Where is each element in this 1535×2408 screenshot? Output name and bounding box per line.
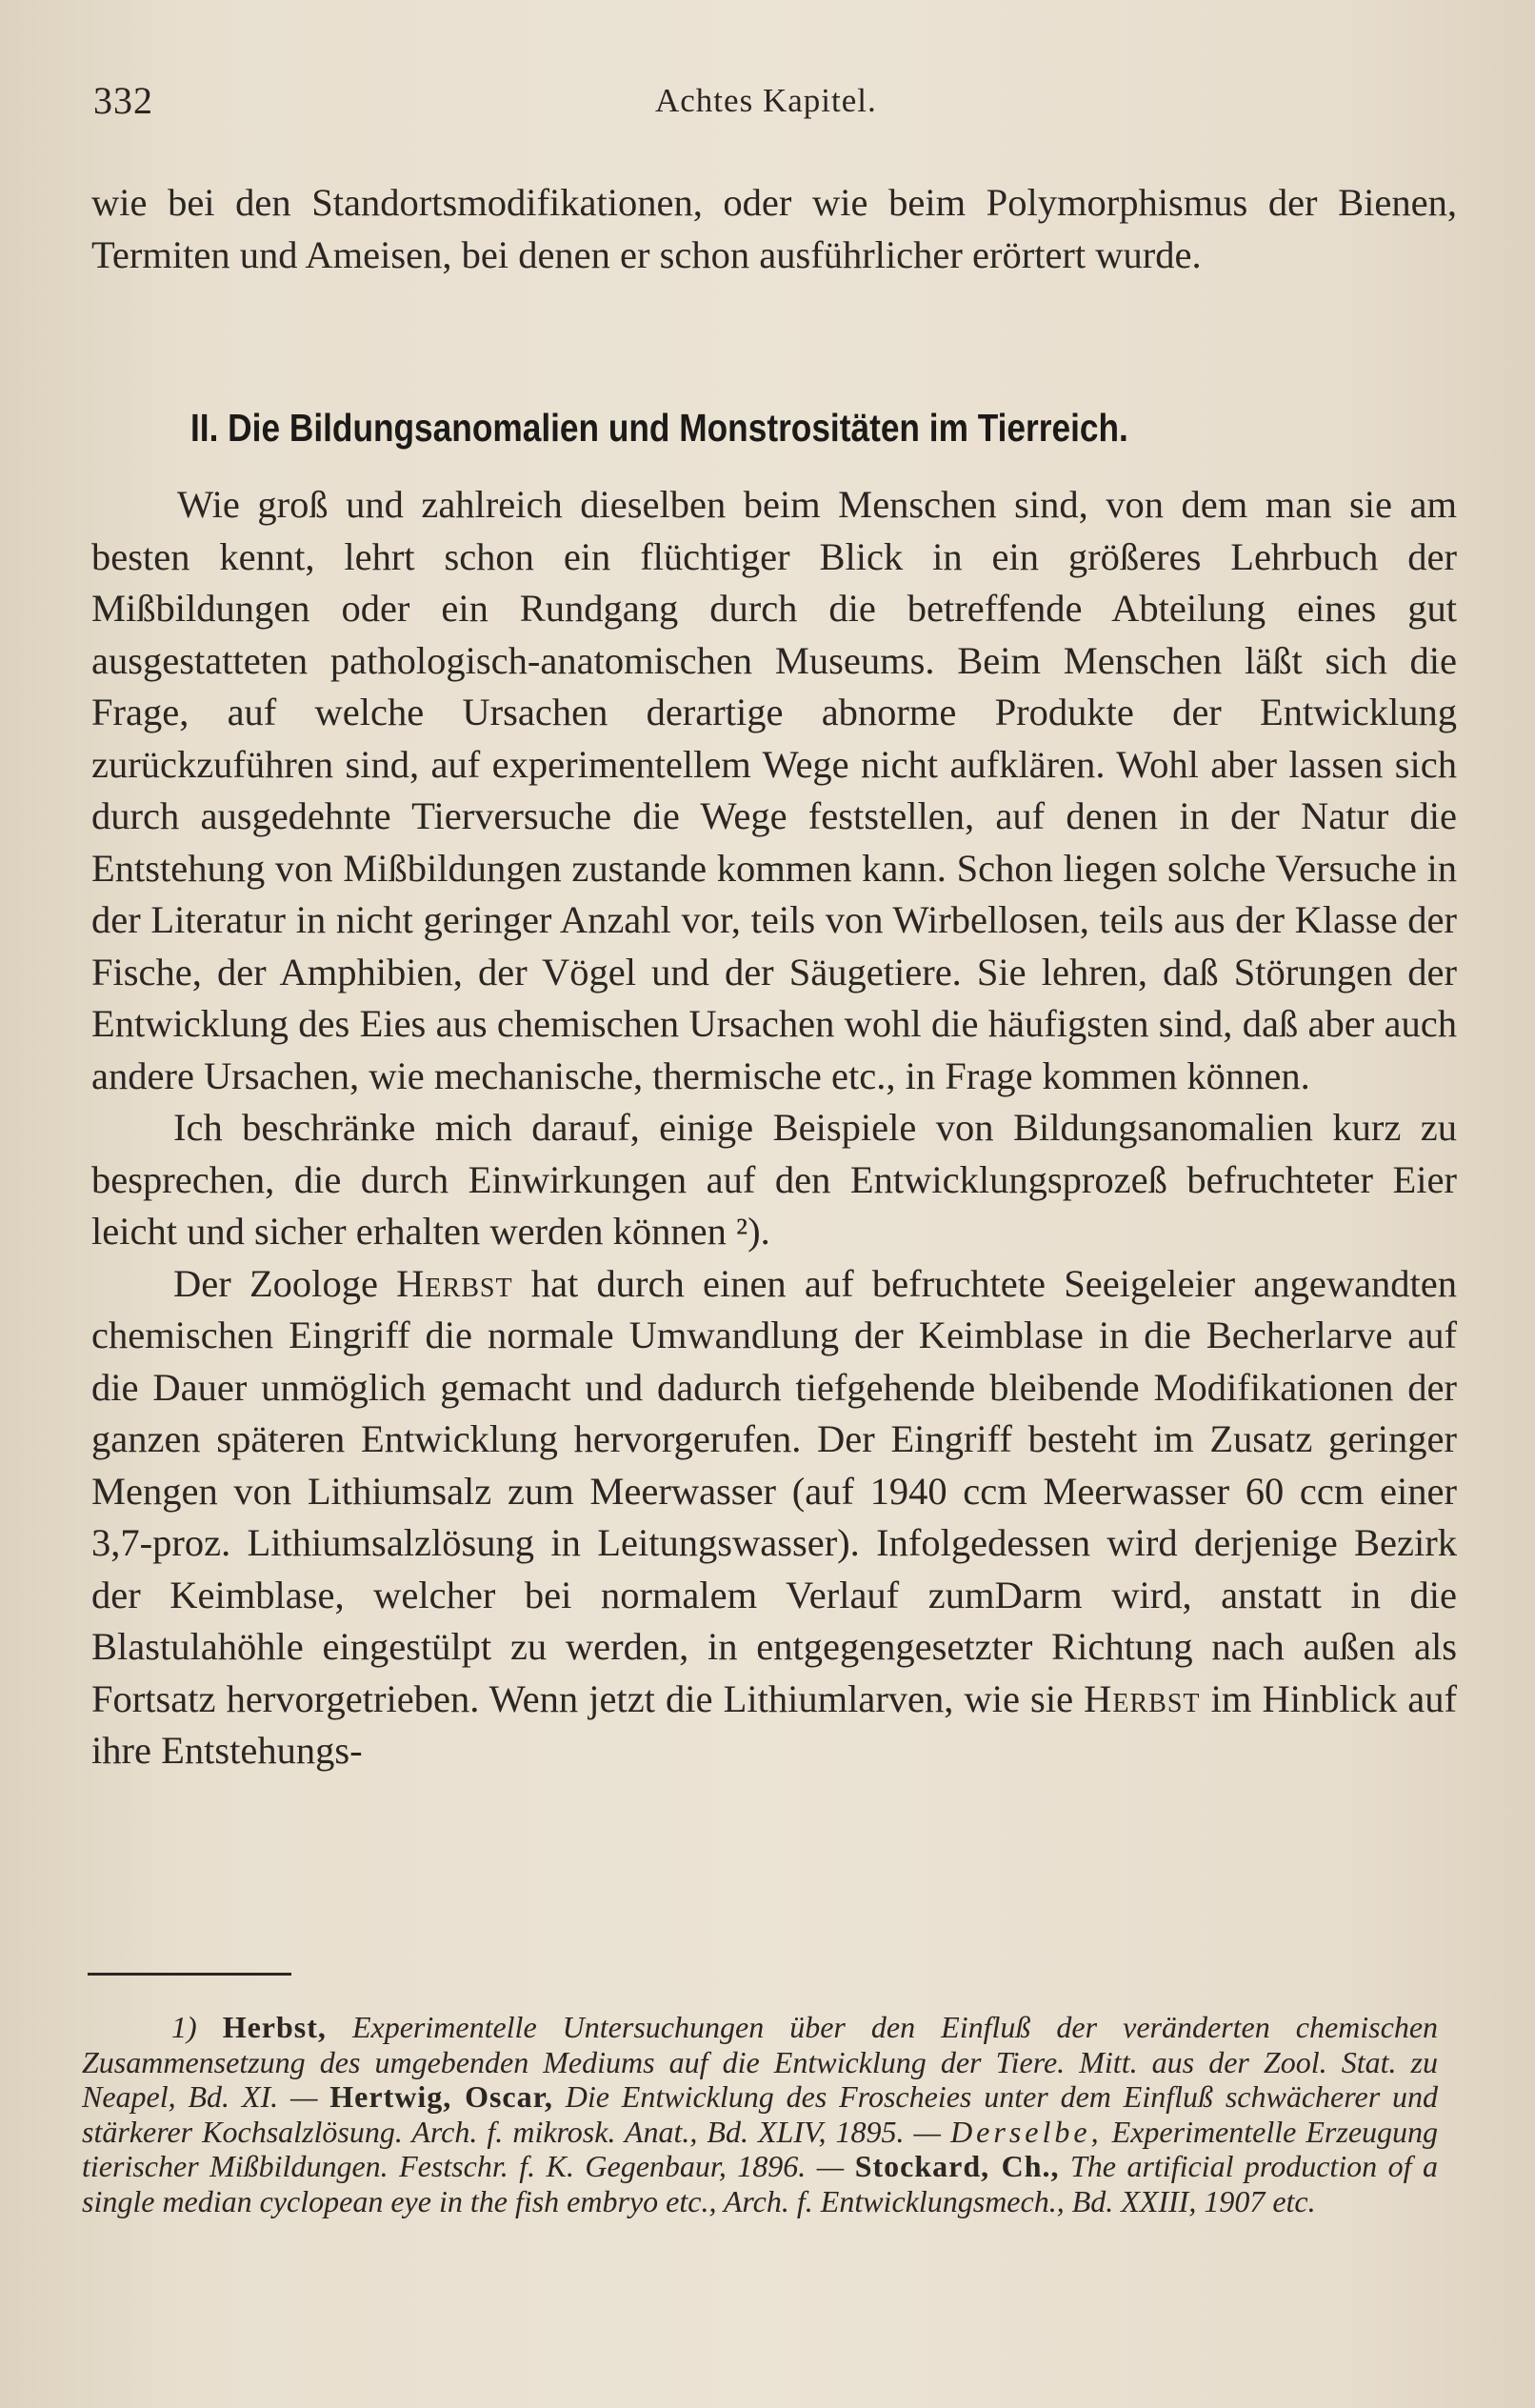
paragraph-herbst-text-3: im Hinblick auf ihre Entstehungs- [91, 1676, 1458, 1772]
footnote-marker: 1) [171, 2010, 197, 2044]
page-number: 332 [93, 79, 153, 122]
page-header [93, 78, 1455, 135]
paragraph-herbst-text-2: hat durch einen auf befruchtete Seeigeleier angewandten chemischen Eingriff die normale Umwandlung der Keimblase in die Becherlarve auf die Dauer unmöglich gemacht und dadurch tiefgehende bleibende Modifikationen der ganzen späteren Entwicklung hervorgerufen. Der Eingriff besteht im Zusatz geringer Mengen von Lithiumsalz zum Meerwasser (auf 1940 ccm Meerwasser 60 ccm einer 3,7-proz. Lithiumsalzlösung in Leitungswasser). Infolgedessen wird derjenige Bezirk der Keimblase, welcher bei normalem Verlauf zumDarm wird, anstatt in die Blastulahöhle eingestülpt zu werden, in entgegengesetzter Richtung nach außen als Fortsatz hervorgetrieben. Wenn jetzt die Lithiumlarven, wie sie [91, 1261, 1458, 1720]
paragraph-intro: Wie groß und zahlreich dieselben beim Menschen sind, von dem man sie am besten kennt, lehrt schon ein flüchtiger Blick in ein größeres Lehrbuch der Mißbildungen oder ein Rundgang durch die betreffende Abteilung eines gut ausgestatteten pathologisch-anatomischen Museums. Beim Menschen läßt sich die Frage, auf welche Ursachen derartige abnorme Produkte der Entwicklung zurückzuführen sind, auf experimentellem Wege nicht aufklären. Wohl aber lassen sich durch ausgedehnte Tierversuche die Wege feststellen, auf denen in der Natur die Entstehung von Mißbildungen zustande kommen kann. Schon liegen solche Versuche in der Literatur in nicht geringer Anzahl vor, teils von Wirbellosen, teils aus der Klasse der Fische, der Amphibien, der Vögel und der Säugetiere. Sie lehren, daß Störungen der Entwicklung des Eies aus chemischen Ursachen wohl die häufigsten sind, daß aber auch andere Ursachen, wie mechanische, thermische etc., in Frage kommen können. [91, 483, 1457, 1097]
author-name-herbst-2: Herbst [1084, 1676, 1201, 1720]
paragraph-continuation: wie bei den Standortsmodifikationen, oder wie beim Polymorphismus der Bienen, Termiten und Ameisen, bei denen er schon ausführlicher erörtert wurde. [91, 181, 1457, 276]
footnote-author-derselbe: Derselbe, [950, 2114, 1103, 2149]
footnote-author-herbst: Herbst, [222, 2010, 327, 2044]
footnote [82, 2010, 1438, 2218]
paragraph-examples: Ich beschränke mich darauf, einige Beispiele von Bildungsanomalien kurz zu besprechen, die durch Einwirkungen auf den Entwicklungsprozeß befruchteter Eier leicht und sicher erhalten werden können ²). [91, 1106, 1457, 1253]
footnote-ref-1: Experimentelle Untersuchungen über den Einfluß der veränderten chemischen Zusammensetzung des umgebenden Mediums auf die Entwicklung der Tiere. Mitt. aus der Zool. Stat. zu Neapel, Bd. XI. — [82, 2010, 1439, 2114]
footnote-author-stockard: Stockard, Ch., [854, 2149, 1060, 2183]
paragraph-herbst [91, 1258, 1457, 1777]
footnote-author-hertwig: Hertwig, Oscar, [329, 2079, 553, 2114]
body-paragraphs [91, 479, 1457, 1777]
footnote-ref-2: Die Entwicklung des Froscheies unter dem Einfluß schwächerer und stärkerer Kochsalzlösung. Arch. f. mikrosk. Anat., Bd. XLIV, 1895. — [82, 2079, 1439, 2149]
footnote-ref-4: The artificial production of a single median cyclopean eye in the fish embryo etc., Arch. f. Entwicklungsmech., Bd. XXIII, 1907 etc. [82, 2149, 1438, 2218]
author-name-herbst: Herbst [396, 1261, 513, 1305]
section-heading: II. Die Bildungsanomalien und Monstrositäten im Tierreich. [190, 406, 1128, 450]
paragraph-herbst-text-1: Der Zoologe [173, 1261, 378, 1305]
footnote-ref-3: Experimentelle Erzeugung tierischer Mißbildungen. Festschr. f. K. Gegenbaur, 1896. — [82, 2114, 1439, 2183]
footnote-rule [88, 1973, 291, 1976]
running-title: Achtes Kapitel. [655, 82, 877, 119]
